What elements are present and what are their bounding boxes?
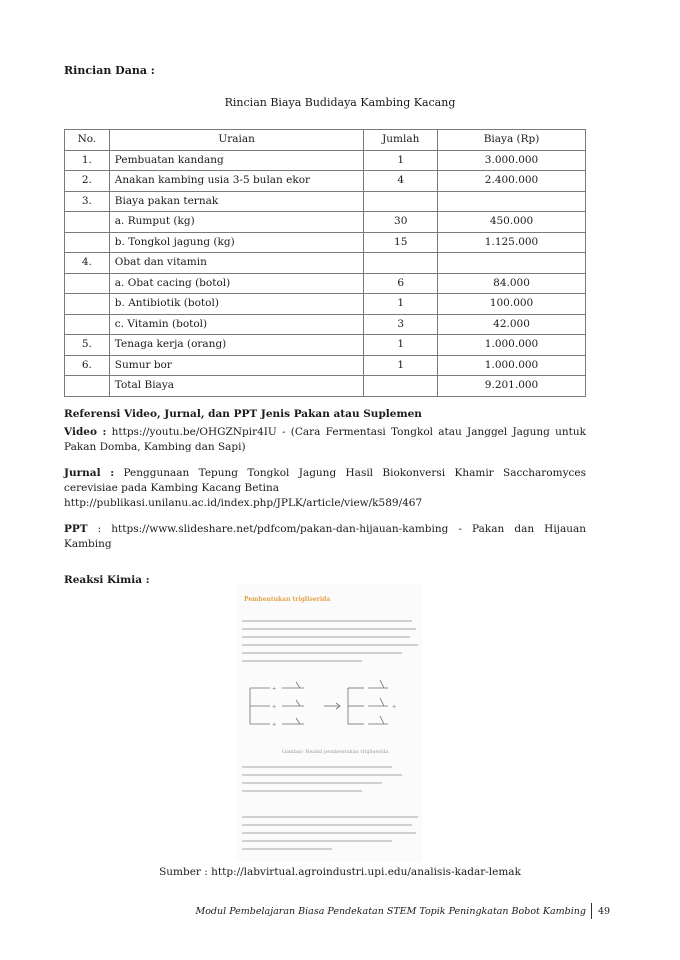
cell-biaya [438, 253, 586, 274]
table-header-row [65, 130, 586, 151]
header-jumlah: Jumlah [364, 130, 438, 151]
cost-table [64, 129, 586, 397]
table-row [65, 171, 586, 192]
table-row [65, 355, 586, 376]
cell-jumlah: 1 [364, 355, 438, 376]
header-biaya: Biaya (Rp) [438, 130, 586, 151]
table-row [65, 273, 586, 294]
cell-biaya: 1.000.000 [438, 335, 586, 356]
jurnal-link[interactable]: http://publikasi.unilanu.ac.id/index.php/JPLK/article/view/k589/467 [64, 497, 423, 509]
table-title: Rincian Biaya Budidaya Kambing Kacang [224, 96, 456, 109]
cell-biaya: 2.400.000 [438, 171, 586, 192]
cell-uraian: Anakan kambing usia 3-5 bulan ekor [109, 171, 364, 192]
jurnal-reference [64, 466, 586, 511]
ppt-label: PPT [64, 523, 88, 535]
figure-text-line [242, 790, 362, 792]
cell-biaya: 100.000 [438, 294, 586, 315]
cell-jumlah [364, 376, 438, 397]
cell-uraian: Biaya pakan ternak [109, 191, 364, 212]
header-uraian: Uraian [109, 130, 364, 151]
cell-no [65, 294, 110, 315]
video-label: Video : [64, 426, 107, 438]
cell-jumlah: 3 [364, 314, 438, 335]
figure-text-line [242, 840, 392, 842]
cell-jumlah [364, 253, 438, 274]
cell-no [65, 273, 110, 294]
figure-text-line [242, 628, 416, 630]
table-row [65, 232, 586, 253]
figure-text-line [242, 644, 418, 646]
cell-no: 2. [65, 171, 110, 192]
cell-no [65, 314, 110, 335]
header-no: No. [65, 130, 110, 151]
table-row [65, 212, 586, 233]
video-reference [64, 425, 586, 455]
cell-no: 3. [65, 191, 110, 212]
cell-uraian: Total Biaya [109, 376, 364, 397]
ppt-link[interactable]: : https://www.slideshare.net/pdfcom/pakan-dan-hijauan-kambing - Pakan dan Hijauan Kambing [64, 523, 586, 550]
cell-jumlah [364, 191, 438, 212]
cell-no [65, 212, 110, 233]
figure-text-line [242, 848, 332, 850]
reaction-heading-text: Reaksi Kimia : [64, 574, 150, 586]
table-row [65, 191, 586, 212]
svg-text:+: + [272, 704, 277, 710]
cell-uraian: a. Rumput (kg) [109, 212, 364, 233]
cell-no [65, 376, 110, 397]
references-heading-text: Referensi Video, Jurnal, dan PPT Jenis Pakan atau Suplemen [64, 408, 422, 420]
cell-uraian: a. Obat cacing (botol) [109, 273, 364, 294]
figure-text-line [242, 774, 402, 776]
cell-uraian: Pembuatan kandang [109, 150, 364, 171]
cell-uraian: Sumur bor [109, 355, 364, 376]
figure-source: Sumber : http://labvirtual.agroindustri.upi.edu/analisis-kadar-lemak [159, 866, 521, 878]
figure-text-line [242, 620, 412, 622]
figure-text-line [242, 824, 412, 826]
table-row [65, 335, 586, 356]
cell-biaya [438, 191, 586, 212]
cell-uraian: b. Antibiotik (botol) [109, 294, 364, 315]
table-row [65, 253, 586, 274]
cell-uraian: b. Tongkol jagung (kg) [109, 232, 364, 253]
figure-title: Pembentukan trigliserida [244, 596, 331, 603]
cell-jumlah: 1 [364, 150, 438, 171]
cell-biaya: 1.000.000 [438, 355, 586, 376]
figure-text-line [242, 816, 418, 818]
table-row [65, 376, 586, 397]
cell-uraian: Tenaga kerja (orang) [109, 335, 364, 356]
figure-text-line [242, 652, 402, 654]
table-body [65, 150, 586, 396]
reaction-figure [236, 584, 422, 862]
svg-text:+: + [272, 686, 277, 692]
cell-jumlah: 30 [364, 212, 438, 233]
table-row [65, 294, 586, 315]
references-heading [64, 407, 586, 422]
cell-biaya: 9.201.000 [438, 376, 586, 397]
cell-jumlah: 1 [364, 335, 438, 356]
figure-text-line [242, 660, 362, 662]
page-number: 49 [598, 906, 611, 917]
cell-biaya: 450.000 [438, 212, 586, 233]
cell-jumlah: 6 [364, 273, 438, 294]
ppt-reference [64, 522, 586, 552]
cell-no: 6. [65, 355, 110, 376]
figure-text-line [242, 782, 382, 784]
section-heading-rincian-dana: Rincian Dana : [64, 64, 155, 77]
figure-text-line [242, 636, 410, 638]
jurnal-label: Jurnal : [64, 467, 115, 479]
footer-divider [591, 903, 592, 919]
figure-caption: Gambar: Reaksi pembentukan trigliserida [282, 749, 389, 755]
cell-no: 5. [65, 335, 110, 356]
video-link[interactable]: https://youtu.be/OHGZNpir4IU - (Cara Fermentasi Tongkol atau Janggel Jagung untuk Pakan Domba, Kambing dan Sapi) [64, 426, 586, 453]
chemical-reaction-diagram [240, 676, 418, 736]
cell-jumlah: 15 [364, 232, 438, 253]
cell-uraian: Obat dan vitamin [109, 253, 364, 274]
page-footer-text: Modul Pembelajaran Biasa Pendekatan STEM Topik Peningkatan Bobot Kambing [195, 906, 586, 917]
cell-biaya: 1.125.000 [438, 232, 586, 253]
table-row [65, 150, 586, 171]
svg-text:+: + [392, 704, 397, 710]
figure-text-line [242, 766, 392, 768]
figure-text-line [242, 832, 416, 834]
cell-no: 1. [65, 150, 110, 171]
cell-biaya: 84.000 [438, 273, 586, 294]
table-row [65, 314, 586, 335]
cell-no [65, 232, 110, 253]
cell-biaya: 3.000.000 [438, 150, 586, 171]
cell-no: 4. [65, 253, 110, 274]
cell-biaya: 42.000 [438, 314, 586, 335]
svg-text:+: + [272, 722, 277, 728]
cell-jumlah: 4 [364, 171, 438, 192]
jurnal-title: Penggunaan Tepung Tongkol Jagung Hasil Biokonversi Khamir Saccharomyces cerevisiae pada Kambing Kacang Betina [64, 467, 586, 494]
cell-jumlah: 1 [364, 294, 438, 315]
cell-uraian: c. Vitamin (botol) [109, 314, 364, 335]
